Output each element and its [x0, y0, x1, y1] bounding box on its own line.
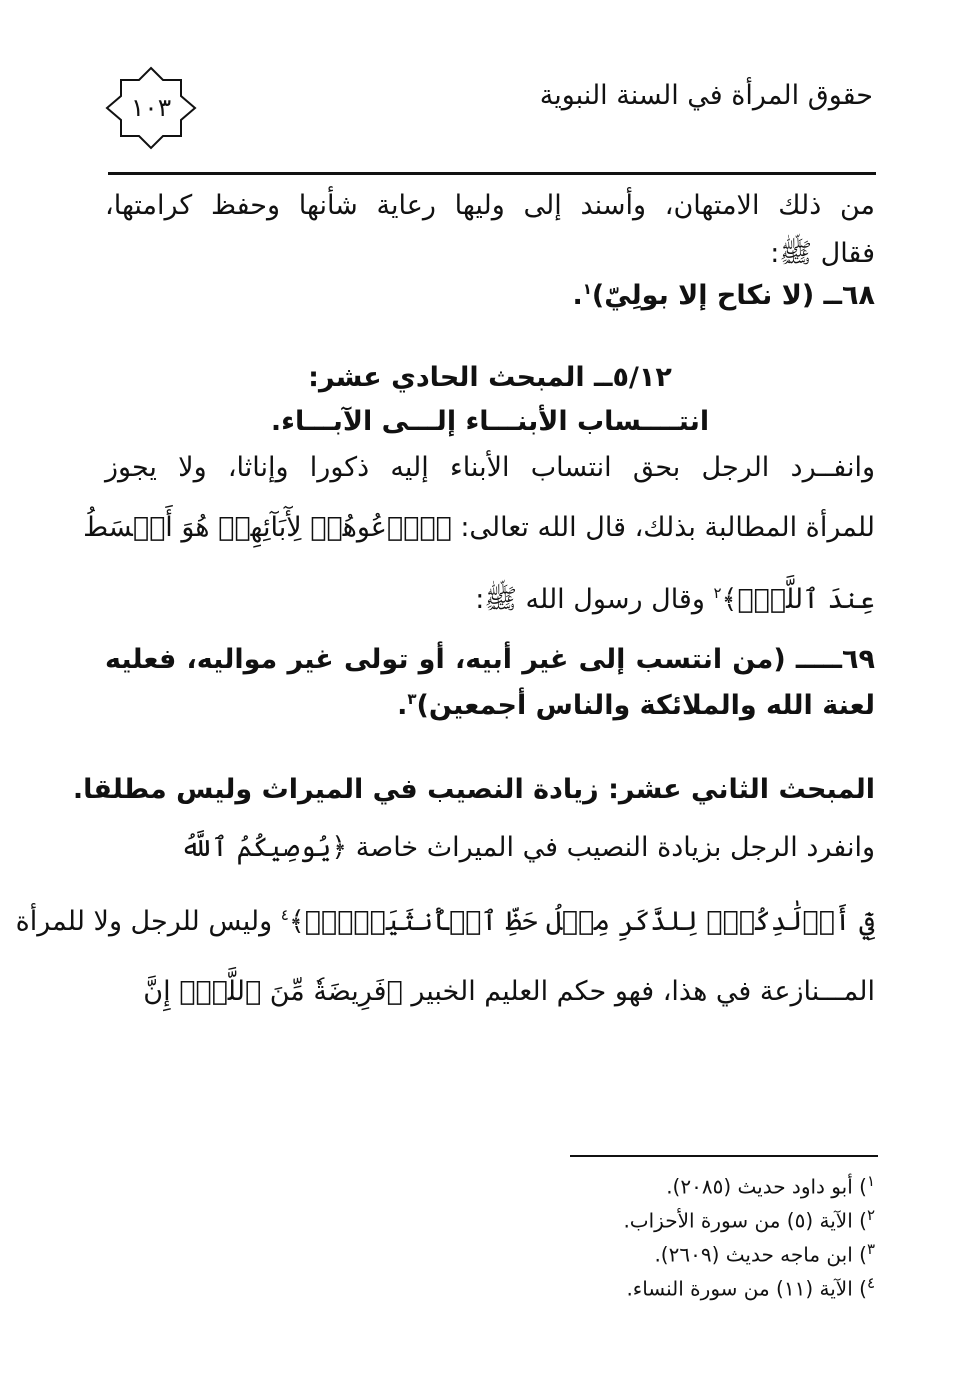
paragraph-3-line-2 [15, 906, 875, 937]
footnote-text: ابن ماجه حديث (٢٦٠٩). [654, 1242, 853, 1267]
hadith-68-text: ٦٨ــ (لا نكاح إلا بولِيّ) [591, 280, 875, 311]
paragraph-1-line-2: فقال ﷺ: [770, 238, 875, 269]
footnote-ref-1: ١ [582, 280, 592, 298]
paragraph-3-line-1 [105, 832, 875, 863]
section-2-title: المبحث الثاني عشر: زيادة النصيب في الميراث وليس مطلقا. [72, 774, 875, 805]
paragraph-2-text-2: وقال رسول الله ﷺ: [475, 584, 705, 615]
footnote-number: ٢ [866, 1206, 875, 1224]
footnote-text: الآية (١١) من سورة النساء. [626, 1276, 853, 1301]
paragraph-1-line-1: من ذلك الامتهان، وأسند إلى وليها رعاية شأنها وحفظ كرامتها، [105, 190, 875, 221]
hadith-69-line-2: لعنة الله والملائكة والناس أجمعين)$^٣$. [397, 690, 875, 721]
footnote-ref-2: ٢ [713, 584, 722, 602]
page-number-badge [105, 66, 197, 150]
footnote-number: ٣ [866, 1240, 875, 1258]
paragraph-3-text-2: وليس للرجل ولا للمرأة [15, 906, 273, 937]
paragraph-2-line-2 [83, 512, 875, 543]
header-divider [108, 172, 876, 175]
footnote-ref-3: ٣ [407, 690, 417, 708]
quran-verse-nisa-c: ﴿فَرِيضَةٗ مِّنَ ٱللَّهِۗ إِنَّ [143, 976, 403, 1007]
hadith-68: ٦٨ــ (لا نكاح إلا بولِيّ)$^١$. [572, 280, 875, 311]
paragraph-3-line-3 [105, 976, 875, 1007]
paragraph-3-text-3: المـــنازعة في هذا، فهو حكم العليم الخبير [411, 976, 875, 1007]
footnote-number: ٤ [866, 1274, 875, 1292]
footnote-text: الآية (٥) من سورة الأحزاب. [623, 1208, 853, 1233]
paragraph-2-line-3 [105, 582, 875, 622]
quran-verse-ahzab-a: ﴿ٱدۡعُوهُمۡ لِأٓبَآئِهِمۡ هُوَ أَقۡسَطُ [83, 512, 452, 543]
footnote-4: $^٤$) الآية (١١) من سورة النساء. [626, 1274, 875, 1301]
paragraph-2-line-1: وانفــرد الرجل بحق انتساب الأبناء إليه ذكورا وإناثا، ولا يجوز [105, 452, 875, 483]
running-title: حقوق المرأة في السنة النبوية [539, 80, 873, 111]
quran-verse-nisa-b: فِيٓ أَوۡلَٰدِكُمۡۖ لِلذَّكَرِ مِثۡلُ حَظِّ ٱلۡأُنثَيَيۡنِۚ﴾ [288, 906, 875, 937]
footnote-text: أبو داود حديث (٢٠٨٥). [666, 1174, 853, 1199]
quran-verse-nisa-a: ﴿يُوصِيكُمُ ٱللَّهُ [180, 832, 348, 863]
hadith-69-line-1: ٦٩ـــــ (من انتسب إلى غير أبيه، أو تولى غير مواليه، فعليه [105, 644, 875, 675]
footnote-2: $^٢$) الآية (٥) من سورة الأحزاب. [623, 1206, 875, 1233]
paragraph-3-text: وانفرد الرجل بزيادة النصيب في الميراث خاصة [355, 832, 875, 863]
page-number: ١٠٣ [130, 93, 172, 122]
footnote-ref-4: ٤ [280, 906, 289, 924]
hadith-69-text: لعنة الله والملائكة والناس أجمعين) [416, 690, 875, 721]
footnote-number: ١ [866, 1172, 875, 1190]
quran-verse-ahzab-b: عِندَ ٱللَّهِۚ﴾ [721, 584, 875, 615]
footnote-1: $^١$) أبو داود حديث (٢٠٨٥). [666, 1172, 875, 1199]
footnote-3: $^٣$) ابن ماجه حديث (٢٦٠٩). [654, 1240, 875, 1267]
paragraph-2-text: للمرأة المطالبة بذلك، قال الله تعالى: [460, 512, 875, 543]
section-title-line-1: ٥/١٢ــ المبحث الحادي عشر: [308, 362, 672, 393]
footnote-divider [570, 1155, 878, 1157]
section-title-line-2: انتــــساب الأبنـــاء إلـــى الآبـــاء. [270, 406, 710, 437]
